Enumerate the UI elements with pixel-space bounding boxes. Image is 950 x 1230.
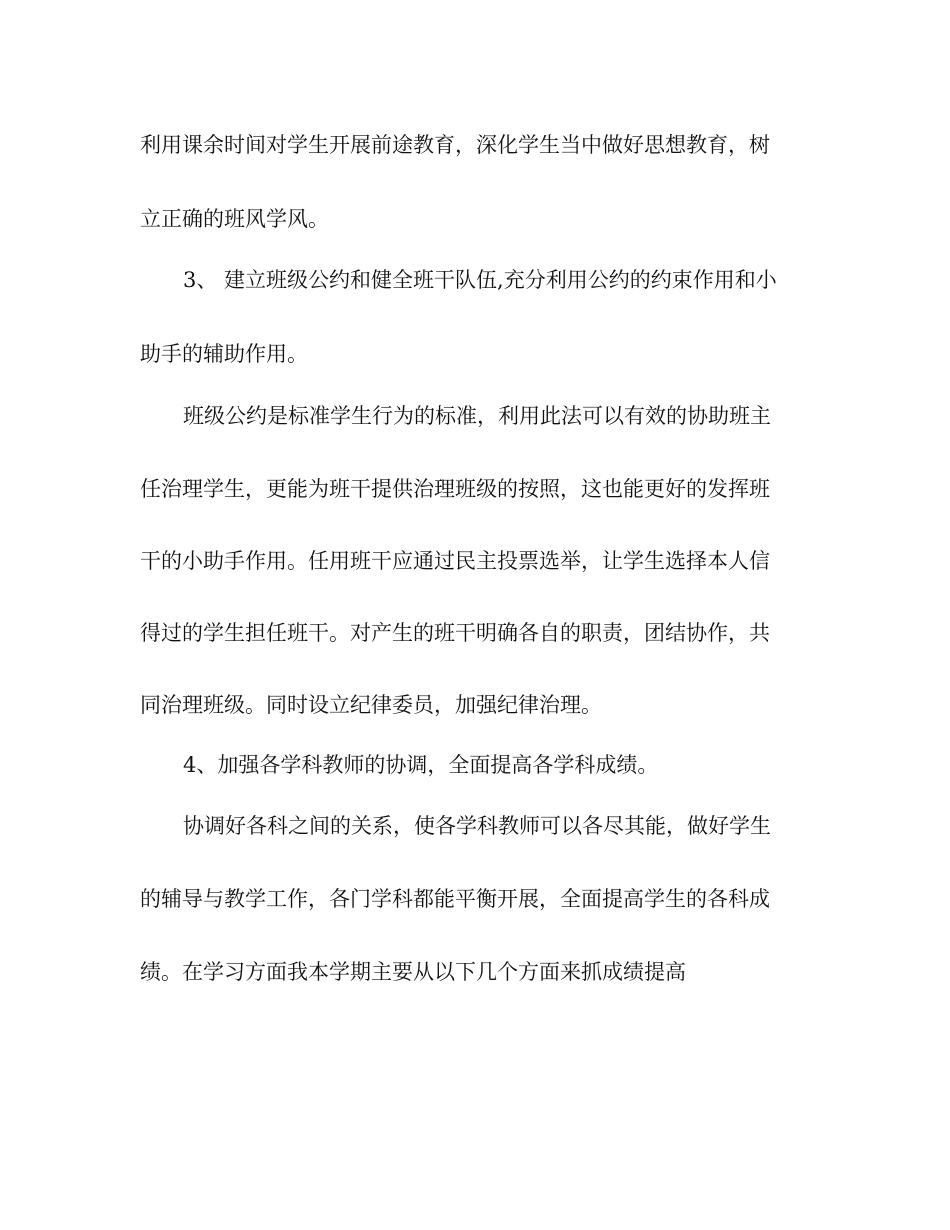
paragraph-line: 同治理班级。同时设立纪律委员，加强纪律治理。	[140, 693, 602, 717]
section-heading-4: 4、加强各学科教师的协调，全面提高各学科成绩。	[183, 753, 659, 777]
paragraph-line: 的辅导与教学工作，各门学科都能平衡开展，全面提高学生的各科成	[140, 887, 770, 911]
paragraph-line: 立正确的班风学风。	[140, 207, 329, 231]
paragraph-line: 利用课余时间对学生开展前途教育，深化学生当中做好思想教育，树	[140, 133, 770, 157]
paragraph-line: 助手的辅助作用。	[140, 342, 308, 366]
paragraph-line: 任治理学生，更能为班干提供治理班级的按照，这也能更好的发挥班	[140, 477, 770, 501]
paragraph-line: 绩。在学习方面我本学期主要从以下几个方面来抓成绩提高	[140, 960, 686, 984]
paragraph-line: 班级公约是标准学生行为的标准，利用此法可以有效的协助班主	[183, 404, 771, 428]
section-heading-3: 3、 建立班级公约和健全班干队伍,充分利用公约的约束作用和小	[183, 268, 777, 292]
paragraph-line: 干的小助手作用。任用班干应通过民主投票选举，让学生选择本人信	[140, 549, 770, 573]
paragraph-line: 协调好各科之间的关系，使各学科教师可以各尽其能，做好学生	[183, 814, 771, 838]
paragraph-line: 得过的学生担任班干。对产生的班干明确各自的职责，团结协作，共	[140, 621, 770, 645]
